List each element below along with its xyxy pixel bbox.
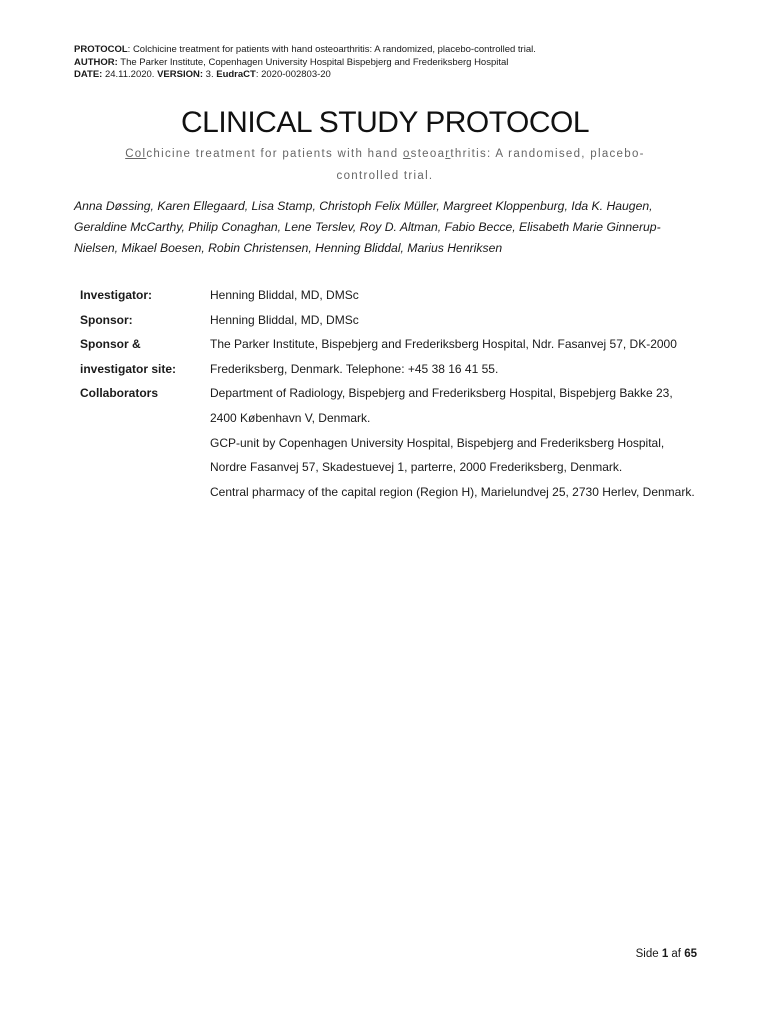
protocol-line: [74, 44, 536, 57]
version-text: 3.: [203, 69, 217, 80]
collaborator-item: GCP-unit by Copenhagen University Hospital, Bispebjerg and Frederiksberg Hospital, Nordre Fasanvej 57, Skadestuevej 1, parterre, 2000 Frederiksberg, Denmark.: [210, 435, 665, 475]
site-label-line-2: investigator site:: [80, 361, 177, 376]
page-number: [636, 948, 697, 960]
site-label-line-1: Sponsor &: [80, 337, 141, 352]
current-page: 1: [661, 948, 669, 960]
subtitle-part-2: chicine treatment for patients with hand: [146, 148, 403, 160]
date-line: [74, 69, 536, 82]
page-prefix: Side: [635, 948, 662, 960]
subtitle-part-5: r: [445, 148, 451, 160]
eudract-text: : 2020-002803-20: [255, 69, 331, 80]
protocol-label: PROTOCOL: [74, 44, 128, 55]
sponsor-value: Henning Bliddal, MD, DMSc: [210, 312, 359, 327]
subtitle-part-1: Col: [125, 148, 147, 160]
document-subtitle: [95, 143, 675, 187]
subtitle-part-3: o: [402, 148, 411, 160]
subtitle-part-4: steoa: [410, 148, 446, 160]
site-label: [80, 332, 210, 381]
protocol-text: : Colchicine treatment for patients with hand osteoarthritis: A randomized, placebo-controlled trial.: [127, 44, 536, 55]
total-pages: 65: [684, 948, 697, 960]
collaborator-item: Department of Radiology, Bispebjerg and Frederiksberg Hospital, Bispebjerg Bakke 23, 2400 København V, Denmark.: [210, 386, 673, 425]
collaborator-item: Central pharmacy of the capital region (Region H), Marielundvej 25, 2730 Herlev, Denmark.: [210, 484, 695, 499]
investigator-label: Investigator:: [80, 288, 153, 302]
investigator-row: [80, 283, 700, 308]
eudract-label: EudraCT: [216, 69, 256, 80]
investigator-value: Henning Bliddal, MD, DMSc: [210, 288, 359, 302]
version-label: VERSION:: [157, 69, 204, 80]
author-list: Anna Døssing, Karen Ellegaard, Lisa Stamp, Christoph Felix Müller, Margreet Kloppenburg, Ida K. Haugen, Geraldine McCarthy, Philip Conaghan, Lene Terslev, Roy D. Altman, Fabio Becce, Elisabeth Marie Ginnerup-Nielsen, Mikael Boesen, Robin Christensen, Henning Bliddal, Marius Henriksen: [74, 199, 661, 255]
sponsor-label: Sponsor:: [80, 312, 133, 327]
date-text: 24.11.2020.: [102, 69, 158, 80]
collaborators-row: [80, 381, 700, 504]
collaborators-label: Collaborators: [80, 386, 159, 401]
author-text: The Parker Institute, Copenhagen University Hospital Bispebjerg and Frederiksberg Hospital: [117, 56, 509, 68]
protocol-info-table: [80, 283, 700, 504]
document-title: CLINICAL STUDY PROTOCOL: [180, 106, 590, 139]
subtitle-part-6: thritis: A randomised, placebo-controlled trial.: [336, 148, 645, 182]
sponsor-row: [80, 308, 700, 333]
page-of: af: [668, 948, 685, 960]
date-label: DATE:: [74, 69, 103, 80]
collaborators-list: [210, 381, 700, 504]
author-line: [74, 57, 536, 70]
site-value: The Parker Institute, Bispebjerg and Frederiksberg Hospital, Ndr. Fasanvej 57, DK-2000 Frederiksberg, Denmark. Telephone: +45 38 16 41 55.: [210, 337, 677, 376]
site-row: [80, 332, 700, 381]
document-header: [74, 44, 536, 82]
author-label: AUTHOR:: [74, 56, 118, 68]
